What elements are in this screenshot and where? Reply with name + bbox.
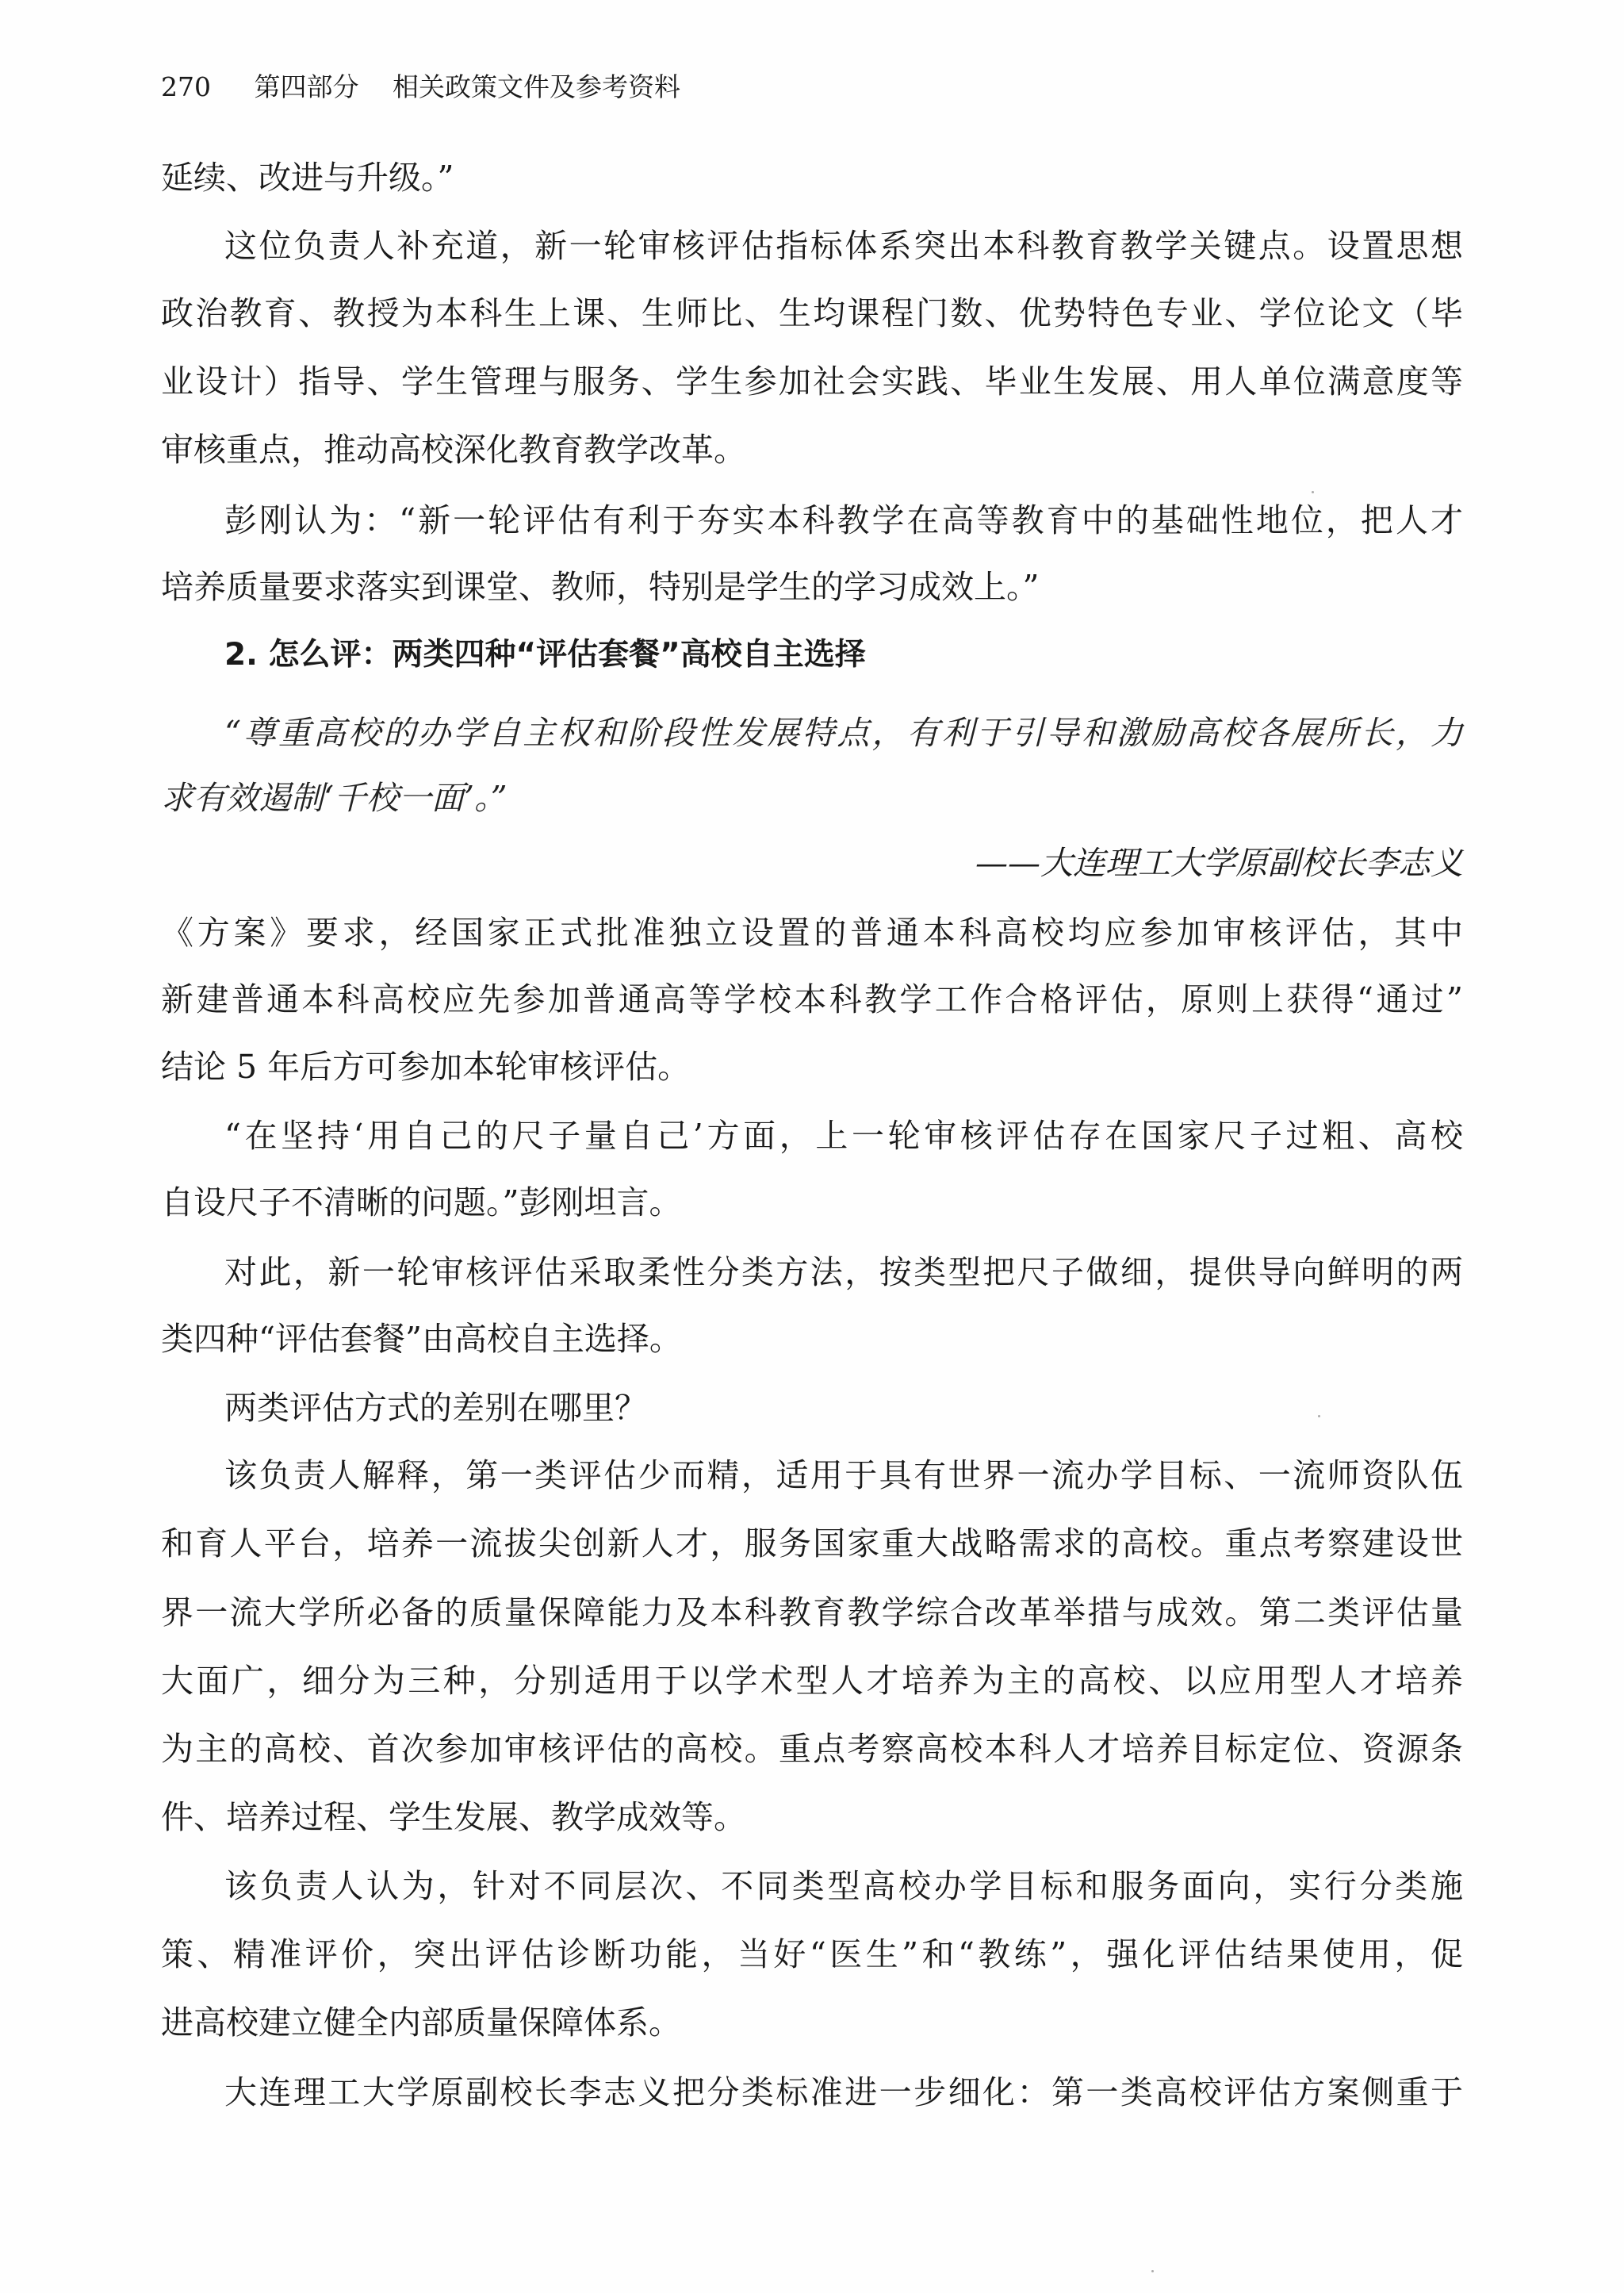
text-line: 界一流大学所必备的质量保障能力及本科教育教学综合改革举措与成效。第二类评估量: [161, 1593, 1463, 1632]
scan-speck: [1151, 2270, 1154, 2272]
text-line: 类四种“评估套餐”由高校自主选择。: [161, 1320, 682, 1358]
text-line: 审核重点，推动高校深化教育教学改革。: [161, 431, 746, 469]
text-line: “尊重高校的办学自主权和阶段性发展特点，有利于引导和激励高校各展所长，力: [224, 714, 1463, 752]
text-line: 自设尺子不清晰的问题。”彭刚坦言。: [161, 1183, 682, 1221]
part-label: 第四部分: [254, 71, 359, 102]
text-line: 两类评估方式的差别在哪里？: [224, 1389, 647, 1427]
text-line: 这位负责人补充道，新一轮审核评估指标体系突出本科教育教学关键点。设置思想: [224, 227, 1463, 265]
page-number: 270: [161, 71, 211, 102]
text-line: 业设计）指导、学生管理与服务、学生参加社会实践、毕业生发展、用人单位满意度等: [161, 362, 1463, 401]
quote-attribution: ——大连理工大学原副校长李志义: [975, 844, 1463, 882]
text-line: 《方案》要求，经国家正式批准独立设置的普通本科高校均应参加审核评估，其中: [161, 914, 1463, 952]
section-heading: 2. 怎么评：两类四种“评估套餐”高校自主选择: [224, 637, 866, 673]
text-line: 策、精准评价，突出评估诊断功能，当好“医生”和“教练”，强化评估结果使用，促: [161, 1935, 1463, 1973]
text-line: 该负责人认为，针对不同层次、不同类型高校办学目标和服务面向，实行分类施: [224, 1867, 1463, 1905]
text-line: “在坚持‘用自己的尺子量自己’方面，上一轮审核评估存在国家尺子过粗、高校: [224, 1117, 1463, 1155]
text-line: 和育人平台，培养一流拔尖创新人才，服务国家重大战略需求的高校。重点考察建设世: [161, 1524, 1463, 1563]
text-line: 进高校建立健全内部质量保障体系。: [161, 2003, 681, 2042]
text-line: 延续、改进与升级。”: [161, 159, 454, 197]
text-line: 政治教育、教授为本科生上课、生师比、生均课程门数、优势特色专业、学位论文（毕: [161, 294, 1463, 332]
text-line: 新建普通本科高校应先参加普通高等学校本科教学工作合格评估，原则上获得“通过”: [161, 980, 1463, 1018]
text-line: 为主的高校、首次参加审核评估的高校。重点考察高校本科人才培养目标定位、资源条: [161, 1730, 1463, 1768]
text-line: 件、培养过程、学生发展、教学成效等。: [161, 1798, 746, 1836]
text-line: 大连理工大学原副校长李志义把分类标准进一步细化：第一类高校评估方案侧重于: [224, 2073, 1463, 2111]
text-line: 大面广，细分为三种，分别适用于以学术型人才培养为主的高校、以应用型人才培养: [161, 1662, 1463, 1700]
running-header: [161, 68, 680, 106]
text-line: 对此，新一轮审核评估采取柔性分类方法，按类型把尺子做细，提供导向鲜明的两: [224, 1253, 1463, 1291]
text-line: 彭刚认为：“新一轮评估有利于夯实本科教学在高等教育中的基础性地位，把人才: [224, 501, 1463, 539]
scan-speck: [1312, 491, 1314, 493]
text-line: 该负责人解释，第一类评估少而精，适用于具有世界一流办学目标、一流师资队伍: [224, 1456, 1463, 1494]
text-line: 培养质量要求落实到课堂、教师，特别是学生的学习成效上。”: [161, 568, 1040, 606]
text-line: 求有效遏制‘千校一面’。”: [161, 779, 508, 817]
header-title: 相关政策文件及参考资料: [393, 71, 680, 102]
text-line: 结论 5 年后方可参加本轮审核评估。: [161, 1048, 691, 1086]
scan-speck: [1318, 1415, 1320, 1417]
